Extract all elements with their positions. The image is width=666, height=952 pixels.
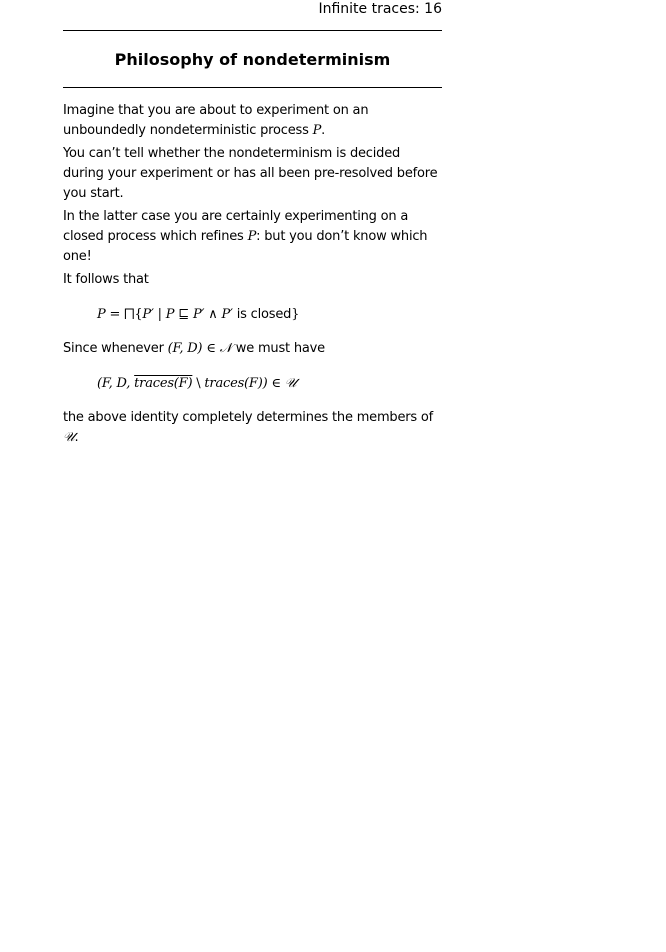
- math-variable: P′: [221, 307, 233, 322]
- math-variable: P′: [142, 307, 154, 322]
- meet-symbol: ⨅: [124, 307, 135, 322]
- brace-close: }: [291, 307, 300, 322]
- paragraph-it-follows: It follows that: [63, 272, 149, 287]
- and-symbol: ∧: [204, 307, 222, 322]
- math-symbol: 𝒰: [63, 430, 75, 445]
- equation-text: is closed: [232, 307, 292, 322]
- paragraph-latter-case: [63, 207, 442, 267]
- paragraph-text: Imagine that you are about to experiment on an unboundedly nondeterministic process: [63, 103, 369, 138]
- refinement-symbol: ⊑: [174, 307, 193, 322]
- equation-membership: [97, 374, 442, 394]
- paragraph-since-whenever: [63, 339, 442, 359]
- title-rule-top: [63, 30, 442, 31]
- paragraph-text: Since whenever: [63, 341, 168, 356]
- math-expression: (F, D) ∈ 𝒩: [167, 341, 232, 356]
- punctuation: .: [74, 430, 79, 445]
- math-closure-traces: traces(F): [134, 376, 193, 391]
- punctuation: .: [321, 123, 326, 138]
- set-minus-symbol: \: [192, 376, 205, 391]
- slide-body: [63, 101, 442, 451]
- paragraph-imagine: [63, 101, 442, 141]
- math-variable: P: [165, 307, 175, 322]
- paragraph-cant-tell: You can’t tell whether the nondeterminism is decided during your experiment or has all been pre-resolved before you start.: [63, 146, 438, 201]
- slide-title: Philosophy of nondeterminism: [114, 50, 391, 69]
- math-variable: P: [247, 229, 257, 244]
- paragraph-text: : but you don’t know which one!: [63, 229, 428, 264]
- equation-closed-refinements: [97, 305, 442, 325]
- equals-symbol: =: [105, 307, 125, 322]
- brace-open: {: [134, 307, 143, 322]
- math-expression: ) ∈ 𝒰: [262, 376, 297, 391]
- math-expression: traces(F): [204, 376, 263, 391]
- paragraph-text: we must have: [231, 341, 325, 356]
- paragraph-text: In the latter case you are certainly experimenting on a closed process which refines: [63, 209, 409, 244]
- such-that-bar: |: [153, 307, 166, 322]
- title-rule-bottom: [63, 87, 442, 88]
- math-variable: P′: [193, 307, 205, 322]
- running-header: Infinite traces: 16: [318, 1, 442, 17]
- math-variable: P: [97, 307, 106, 322]
- math-expression: (F, D,: [97, 376, 135, 391]
- paragraph-conclusion: [63, 408, 442, 448]
- math-variable: P: [312, 123, 322, 138]
- paragraph-text: the above identity completely determines the members of: [63, 410, 434, 425]
